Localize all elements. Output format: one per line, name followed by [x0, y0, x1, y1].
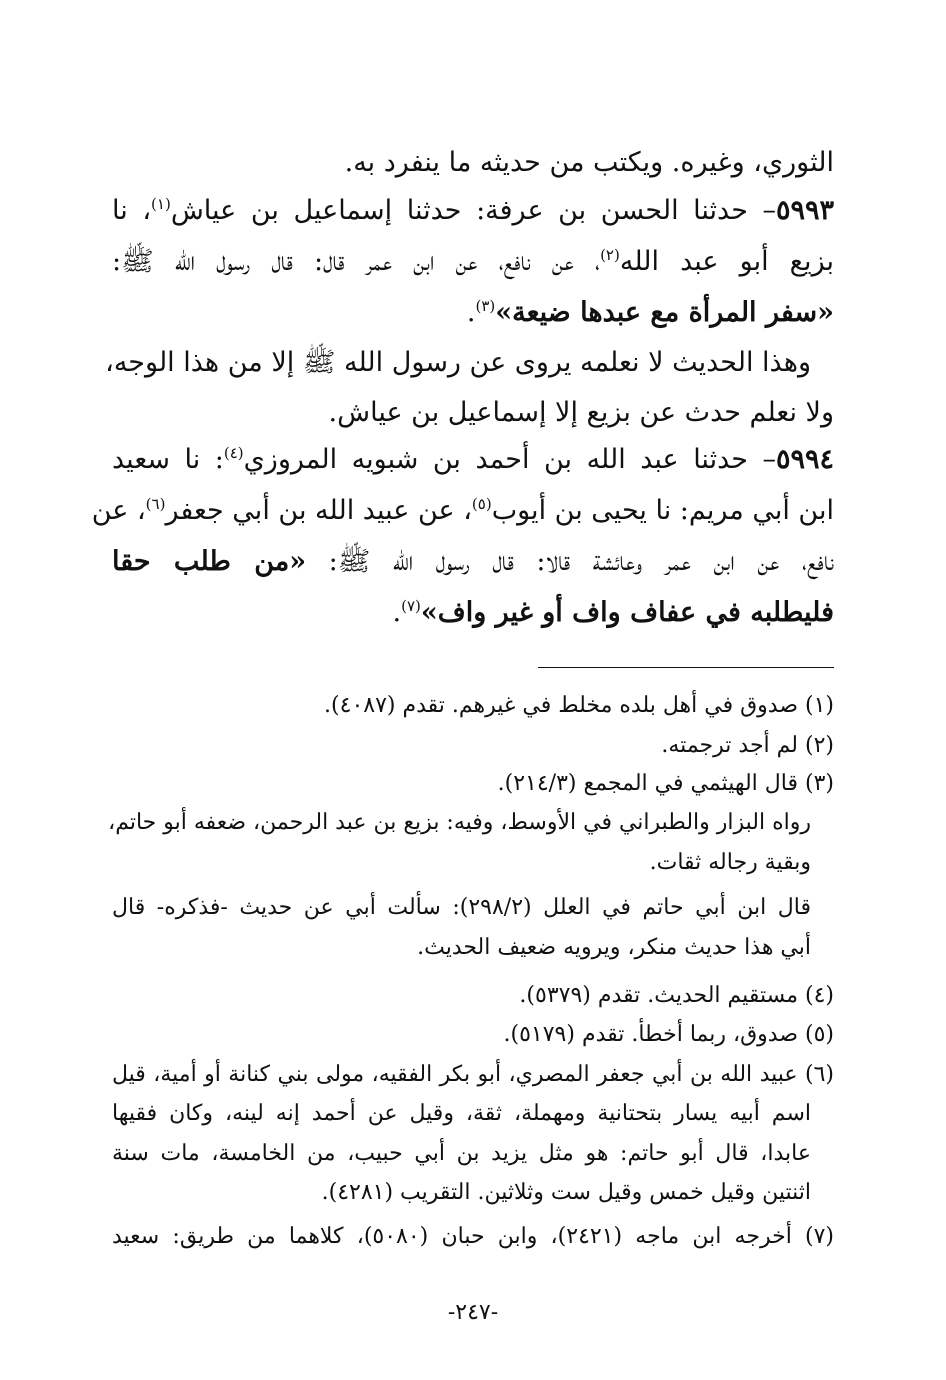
footnote-3-line: أبي هذا حديث منكر، ويرويه ضعيف الحديث. [417, 935, 811, 960]
hadith-5994-line-3: نافع، عن ابن عمر وعائشة قالا: قال رسول الله ﷺ: «من طلب حقا [112, 546, 834, 577]
footnote-6-line: عابدا، قال أبو حاتم: هو مثل يزيد بن أبي حبيب، من الخامسة، مات سنة [112, 1141, 811, 1166]
footnote-5: (٥) صدوق، ربما أخطأ. تقدم (٥١٧٩). [503, 1022, 834, 1047]
footnote-ref: (٣) [475, 297, 496, 315]
footnote-ref: (١) [151, 195, 171, 213]
hadith-text: «سفر المرأة مع عبدها ضيعة» [495, 297, 834, 328]
footnote-4: (٤) مستقيم الحديث. تقدم (٥٣٧٩). [519, 983, 834, 1008]
hadith-5994-line-2: ابن أبي مريم: نا يحيى بن أيوب$^{(٥)}$، عن عبيد الله بن أبي جعفر$^{(٦)}$، عن [91, 495, 834, 526]
hadith-5994-line-1: ٥٩٩٤– حدثنا عبد الله بن أحمد بن شبويه المروزي$^{(٤)}$: نا سعيد [112, 444, 834, 475]
footnote-1: (١) صدوق في أهل بلده مخلط في غيرهم. تقدم (٤٠٨٧). [324, 693, 834, 718]
hadith-5993-line-1: ٥٩٩٣– حدثنا الحسن بن عرفة: حدثنا إسماعيل بن عياش$^{(١)}$، نا [112, 195, 834, 226]
footnote-6: (٦) عبيد الله بن أبي جعفر المصري، أبو بكر الفقيه، مولى بني كنانة أو أمية، قيل [112, 1062, 834, 1087]
footnote-3-line: وبقية رجاله ثقات. [649, 850, 811, 875]
footnote-ref: (٢) [600, 246, 620, 264]
hadith-5993-line-2: بزيع أبو عبد الله$^{(٢)}$، عن نافع، عن ابن عمر قال: قال رسول الله ﷺ: [112, 246, 834, 277]
hadith-text: «من طلب حقا [112, 546, 307, 577]
footnote-3-line: رواه البزار والطبراني في الأوسط، وفيه: بزيع بن عبد الرحمن، ضعفه أبو حاتم، [108, 810, 811, 835]
page-number: -٢٤٧- [447, 1300, 499, 1325]
footnote-6-line: اثنتين وقيل خمس وقيل ست وثلاثين. التقريب (٤٢٨١). [321, 1180, 811, 1205]
footnote-ref: (٥) [471, 495, 492, 513]
footnote-ref: (٧) [401, 597, 421, 615]
commentary-line-1: وهذا الحديث لا نعلمه يروى عن رسول الله ﷺ إلا من هذا الوجه، [105, 347, 811, 378]
footnote-6-line: اسم أبيه يسار بتحتانية ومهملة، ثقة، وقيل عن أحمد إنه لينه، وكان فقيها [112, 1101, 811, 1126]
commentary-line-2: ولا نعلم حدث عن بزيع إلا إسماعيل بن عياش. [328, 397, 834, 428]
hadith-5993-line-3: «سفر المرأة مع عبدها ضيعة»$^{(٣)}$. [466, 297, 834, 328]
footnote-separator [538, 667, 834, 668]
hadith-number: ٥٩٩٤ [775, 444, 834, 475]
footnote-ref: (٦) [145, 495, 166, 513]
text-line: الثوري، وغيره. ويكتب من حديثه ما ينفرد به. [344, 147, 834, 178]
hadith-number: ٥٩٩٣ [775, 195, 834, 226]
footnote-2: (٢) لم أجد ترجمته. [661, 733, 834, 758]
footnote-ref: (٤) [223, 444, 244, 462]
footnote-3-line: قال ابن أبي حاتم في العلل (٢٩٨/٢): سألت أبي عن حديث -فذكره- قال [112, 895, 811, 920]
footnote-7: (٧) أخرجه ابن ماجه (٢٤٢١)، وابن حبان (٥٠٨٠)، كلاهما من طريق: سعيد [112, 1224, 835, 1249]
hadith-text: فليطلبه في عفاف واف أو غير واف» [420, 597, 834, 628]
hadith-5994-line-4: فليطلبه في عفاف واف أو غير واف»$^{(٧)}$. [392, 597, 834, 628]
footnote-3: (٣) قال الهيثمي في المجمع (٢١٤/٣). [497, 771, 834, 796]
